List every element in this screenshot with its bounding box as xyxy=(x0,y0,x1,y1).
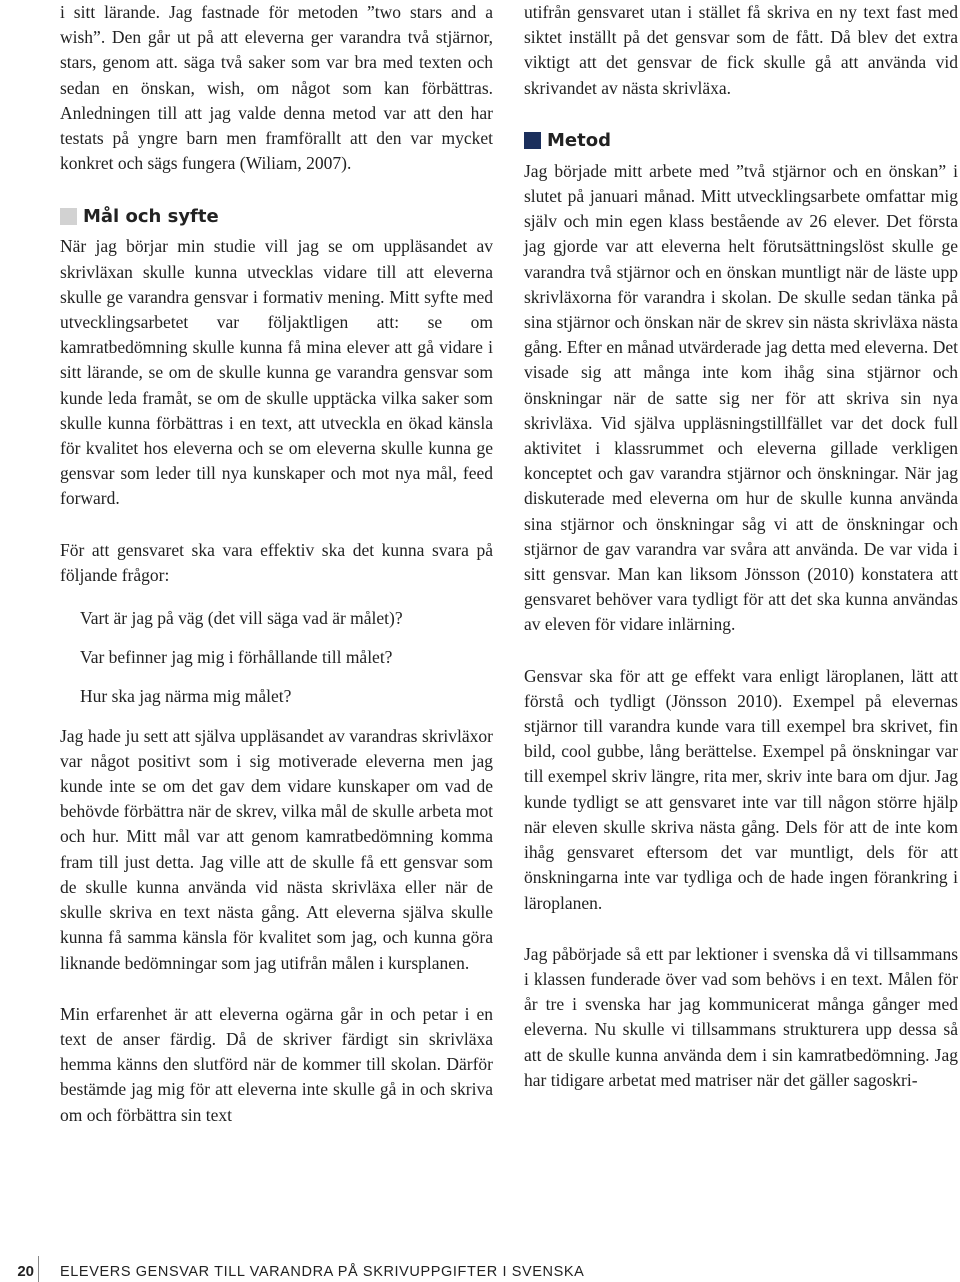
section-heading-metod xyxy=(524,128,958,154)
left-column xyxy=(60,0,493,1128)
paragraph: Jag hade ju sett att själva uppläsandet av varandras skrivläxor var något positivt som i sig motiverade eleverna men jag kunde inte se om det gav dem vidare kunskaper om vad de behövde förbättra när de skrev, vilka mål de skulle arbeta mot och hur. Mitt mål var att genom kamratbedömning komma fram till just detta. Jag ville att de skulle få ett gensvar som de skulle kunna använda vid nästa skrivläxa eller när de skulle skriva en text nästa gång. Att eleverna själva skulle kunna få samma känsla för kvalitet som jag, och kunna göra liknande bedömningar som jag utifrån målen i kursplanen. xyxy=(60,725,493,973)
paragraph: Gensvar ska för att ge effekt vara enligt läroplanen, lätt att förstå och tydligt (Jönsson 2010). Exempel på elevernas stjärnor till varandra kunde vara till exempel bra skrivet, fin bild, cool gubbe, lång berättelse. Exempel på önskningar var till exempel skriv längre, rita mer, skriv inte bara om djur. Jag kunde tydligt se att gensvaret inte var till någon större hjälp när eleven skulle skriva nästa gång. Dels för att de inte kom ihåg gensvaret eftersom det var muntligt, dels för att önskningarna inte var tydliga och de hade ingen förankring i läroplanen. xyxy=(524,665,958,913)
heading-label: Mål och syfte xyxy=(83,205,219,227)
page-number: 20 xyxy=(17,1263,34,1280)
paragraph: Min erfarenhet är att eleverna ogärna går in och petar i en text de anser färdig. Då de skriver färdigt sin skrivläxa hemma känns den slutförd när de kommer till skolan. Därför bestämde jag mig för att eleverna inte skulle gå in och skriva om och förbättra sin text xyxy=(60,1003,493,1125)
heading-label: Metod xyxy=(547,130,611,152)
question-item: Var befinner jag mig i förhållande till målet? xyxy=(80,647,393,668)
page-footer xyxy=(0,1262,960,1282)
running-title: ELEVERS GENSVAR TILL VARANDRA PÅ SKRIVUPPGIFTER I SVENSKA xyxy=(60,1264,585,1280)
question-item: Hur ska jag närma mig målet? xyxy=(80,686,292,707)
paragraph: i sitt lärande. Jag fastnade för metoden ”two stars and a wish”. Den går ut på att eleverna ger varandra två stjärnor, stars, genom att. säga två saker som var bra med texten och sedan en önskan, wish, om något som kan förbättras. Anledningen till att jag valde denna metod var att den har testats på yngre barn men framförallt att den var mycket konkret och sägs fungera (Wiliam, 2007). xyxy=(60,2,493,174)
question-item: Vart är jag på väg (det vill säga vad är målet)? xyxy=(80,608,403,629)
paragraph: utifrån gensvaret utan i stället få skriva en ny text fast med siktet inställt på det gensvar som de fått. Då blev det extra viktigt att det gensvar de fick skulle gå att använda vid skrivandet av nästa skrivläxa. xyxy=(524,2,958,98)
paragraph: Jag påbörjade så ett par lektioner i svenska då vi tillsammans i klassen funderade över vad som behövs i en text. Målen för år tre i svenska har jag kommunicerat många gånger med eleverna. Nu skulle vi tillsammans strukturera upp dessa så att de skulle kunna använda dem i sin kamratbedömning. Jag har tidigare arbetat med matriser när det gäller sagoskri- xyxy=(524,943,958,1090)
section-heading-mal-och-syfte xyxy=(60,203,493,229)
heading-square-icon xyxy=(524,132,541,149)
question-list xyxy=(80,606,493,710)
paragraph: Jag började mitt arbete med ”två stjärnor och en önskan” i slutet på januari månad. Mitt utvecklingsarbete omfattar mig själv och min egen klass bestående av 26 elever. Det första jag gjorde var att eleverna helt förutsättningslöst skulle ge varandra två stjärnor och en önskan muntligt när de läste upp skrivläxorna för varandra i skolan. De skulle sedan tänka på sina stjärnor och önskan när de skrev sin nästa skrivläxa nästa gång. Efter en månad utvärderade jag detta med eleverna. Det visade sig att många inte kom ihåg sina stjärnor och önskningar när de satte sig ner för att skriva sin nya skrivläxa. Vid själva uppläsningstillfället var det dock full aktivitet i klassrummet och eleverna gillade verkligen konceptet och gav varandra stjärnor och önskningar. När jag diskuterade med eleverna om hur de skulle kunna använda sina stjärnor och önskningar såg vi att de önskningar och stjärnor de gav varandra var svåra att använda. De var vida i sitt gensvar. Man kan liksom Jönsson (2010) konstatera att gensvaret behöver vara tydligt för att det ska kunna användas av eleven för vidare inlärning. xyxy=(524,160,958,635)
paragraph: När jag börjar min studie vill jag se om uppläsandet av skrivläxan skulle kunna utvecklas vidare till att eleverna skulle ge varandra gensvar i formativ mening. Mitt syfte med utvecklingsarbetet var följaktligen att: se om kamratbedömning skulle kunna få mina elever att gå vidare i sitt lärande, se om de skulle kunna ge varandra gensvar som kunde leda framåt, se om de skulle upptäcka vilka saker som skulle kunna förbättras i en text, att utveckla en ökad känsla för kvalitet hos eleverna och se om eleverna skulle kunna ge gensvar som leder till nya kunskaper och mot nya mål, feed forward. xyxy=(60,236,493,509)
footer-divider xyxy=(38,1256,39,1282)
right-column xyxy=(524,0,958,1093)
paragraph: För att gensvaret ska vara effektiv ska det kunna svara på följande frågor: xyxy=(60,539,493,585)
heading-square-icon xyxy=(60,208,77,225)
